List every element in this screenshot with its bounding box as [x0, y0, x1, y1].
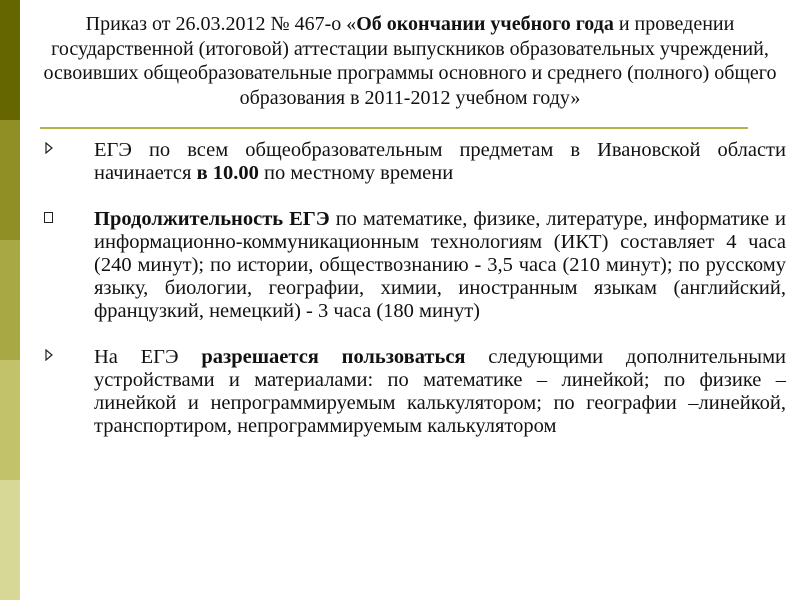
bullet-item-allowed-materials — [44, 346, 786, 438]
side-bar-segment — [0, 120, 20, 240]
bullet-arrow-icon — [44, 142, 54, 154]
slide-body — [44, 139, 786, 438]
side-bar-segment — [0, 360, 20, 480]
bullet-item-exam-duration — [44, 208, 786, 323]
bullet-text: ЕГЭ по всем общеобразовательным предметам в Ивановской области начинается в 10.00 по местному времени — [94, 139, 786, 184]
decorative-side-bar — [0, 0, 20, 600]
slide-title — [40, 12, 780, 110]
bullet-text: Продолжительность ЕГЭ по математике, физике, литературе, информатике и информационно-коммуникационным технологиям (ИКТ) составляет 4 часа (240 минут); по истории, обществознанию - 3,5 часа (210 минут); по русскому языку, биологии, географии, химии, иностранным языкам (английский, французкий, немецкий) - 3 часа (180 минут) — [94, 208, 787, 322]
title-bold-text: Об окончании учебного года — [356, 13, 614, 35]
side-bar-segment — [0, 0, 20, 120]
title-divider — [40, 127, 748, 129]
title-text-start: Приказ от 26.03.2012 № 467-о « — [85, 13, 357, 35]
side-bar-segment — [0, 240, 20, 360]
bullet-text: На ЕГЭ разрешается пользоваться следующими дополнительными устройствами и материалами: по математике – линейкой; по физике – линейкой и непрограммируемым калькулятором; по географии –линейкой, транспортиром, непрограммируемым калькулятором — [94, 346, 787, 437]
bullet-arrow-icon — [44, 349, 54, 361]
side-bar-segment — [0, 480, 20, 600]
bullet-item-exam-start — [44, 139, 786, 185]
bullet-box-icon — [44, 212, 53, 223]
title-text-end: и проведении государственной (итоговой) аттестации выпускников образовательных учреждений, освоивших общеобразовательные программы основного и среднего (полного) общего образования в 2011-2012 учебном году» — [43, 13, 777, 109]
